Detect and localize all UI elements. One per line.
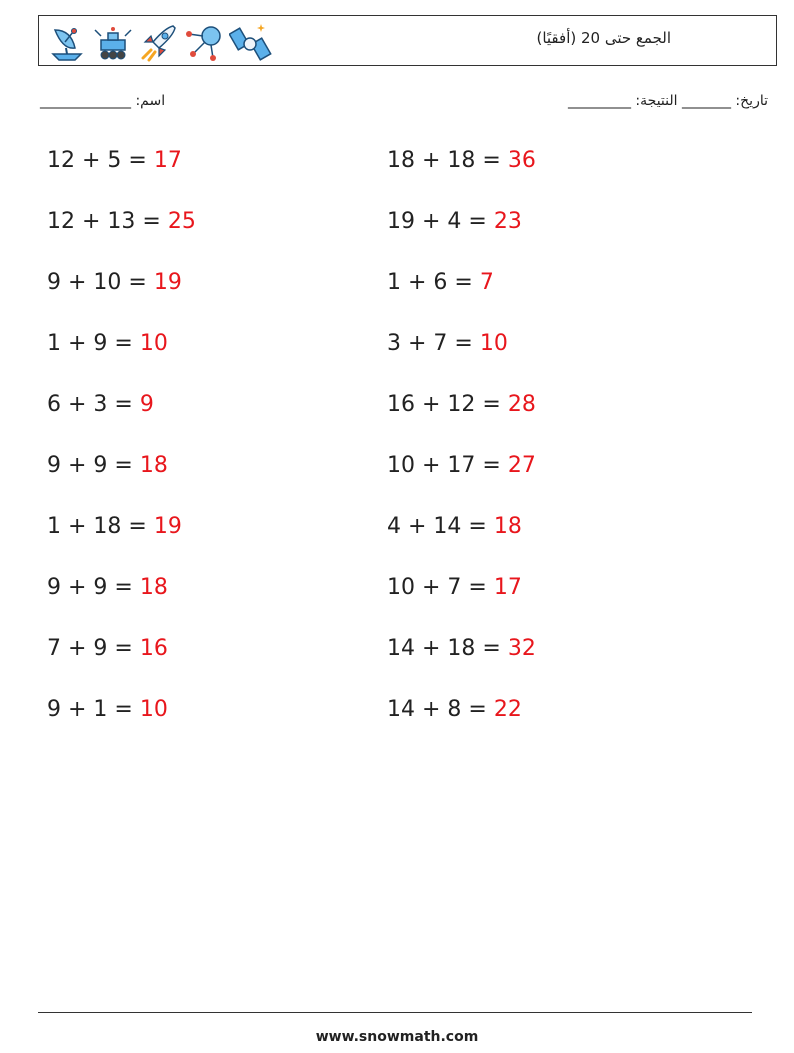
problem-answer: 9 [139, 392, 154, 417]
problem-item [47, 270, 182, 295]
date-score-field: تاريخ: _______ النتيجة: _________ [567, 93, 768, 109]
problem-answer: 17 [493, 575, 522, 600]
worksheet-header [38, 15, 777, 66]
problem-answer: 19 [153, 270, 182, 295]
name-field: اسم: _____________ [40, 93, 166, 109]
problem-equation: 4 + 14 = [387, 514, 494, 539]
problem-equation: 9 + 9 = [47, 453, 140, 478]
worksheet-title: الجمع حتى 20 (أفقيًا) [536, 29, 671, 47]
problem-item [387, 636, 536, 661]
problem-answer: 16 [139, 636, 168, 661]
problem-item [47, 209, 196, 234]
problem-item [47, 392, 154, 417]
rover-icon [91, 20, 135, 64]
footer-divider [38, 1012, 752, 1013]
problem-equation: 7 + 9 = [47, 636, 140, 661]
problem-item [47, 697, 168, 722]
problem-equation: 6 + 3 = [47, 392, 140, 417]
problem-answer: 10 [139, 331, 168, 356]
problem-item [387, 575, 522, 600]
problem-item [47, 331, 168, 356]
problem-item [387, 331, 508, 356]
problem-equation: 9 + 10 = [47, 270, 154, 295]
problem-item [47, 636, 168, 661]
header-icons [45, 20, 273, 64]
problem-answer: 7 [479, 270, 494, 295]
problem-equation: 9 + 1 = [47, 697, 140, 722]
problem-answer: 18 [139, 575, 168, 600]
problem-item [387, 270, 494, 295]
problem-answer: 22 [493, 697, 522, 722]
problem-item [47, 148, 182, 173]
problem-equation: 16 + 12 = [387, 392, 508, 417]
problem-equation: 14 + 18 = [387, 636, 508, 661]
problem-item [47, 453, 168, 478]
space-probe-icon [183, 20, 227, 64]
problem-equation: 18 + 18 = [387, 148, 508, 173]
problem-equation: 19 + 4 = [387, 209, 494, 234]
problem-answer: 17 [153, 148, 182, 173]
problem-answer: 32 [507, 636, 536, 661]
problem-answer: 18 [139, 453, 168, 478]
problem-item [47, 514, 182, 539]
problem-item [387, 697, 522, 722]
problem-item [387, 514, 522, 539]
problem-equation: 12 + 5 = [47, 148, 154, 173]
satellite-dish-icon [45, 20, 89, 64]
problem-equation: 9 + 9 = [47, 575, 140, 600]
problem-answer: 18 [493, 514, 522, 539]
problem-answer: 36 [507, 148, 536, 173]
problem-equation: 3 + 7 = [387, 331, 480, 356]
problem-answer: 23 [493, 209, 522, 234]
problem-equation: 10 + 7 = [387, 575, 494, 600]
problem-equation: 1 + 9 = [47, 331, 140, 356]
problem-answer: 28 [507, 392, 536, 417]
problem-answer: 27 [507, 453, 536, 478]
problem-equation: 1 + 18 = [47, 514, 154, 539]
problem-item [387, 453, 536, 478]
rocket-icon [137, 20, 181, 64]
space-station-icon [229, 20, 273, 64]
problem-equation: 10 + 17 = [387, 453, 508, 478]
problem-answer: 19 [153, 514, 182, 539]
problem-answer: 10 [479, 331, 508, 356]
problem-item [387, 148, 536, 173]
problem-equation: 12 + 13 = [47, 209, 168, 234]
problem-answer: 10 [139, 697, 168, 722]
problem-item [387, 209, 522, 234]
problem-answer: 25 [167, 209, 196, 234]
problem-equation: 14 + 8 = [387, 697, 494, 722]
problem-equation: 1 + 6 = [387, 270, 480, 295]
problem-item [47, 575, 168, 600]
problem-item [387, 392, 536, 417]
footer-url: www.snowmath.com [315, 1029, 479, 1045]
